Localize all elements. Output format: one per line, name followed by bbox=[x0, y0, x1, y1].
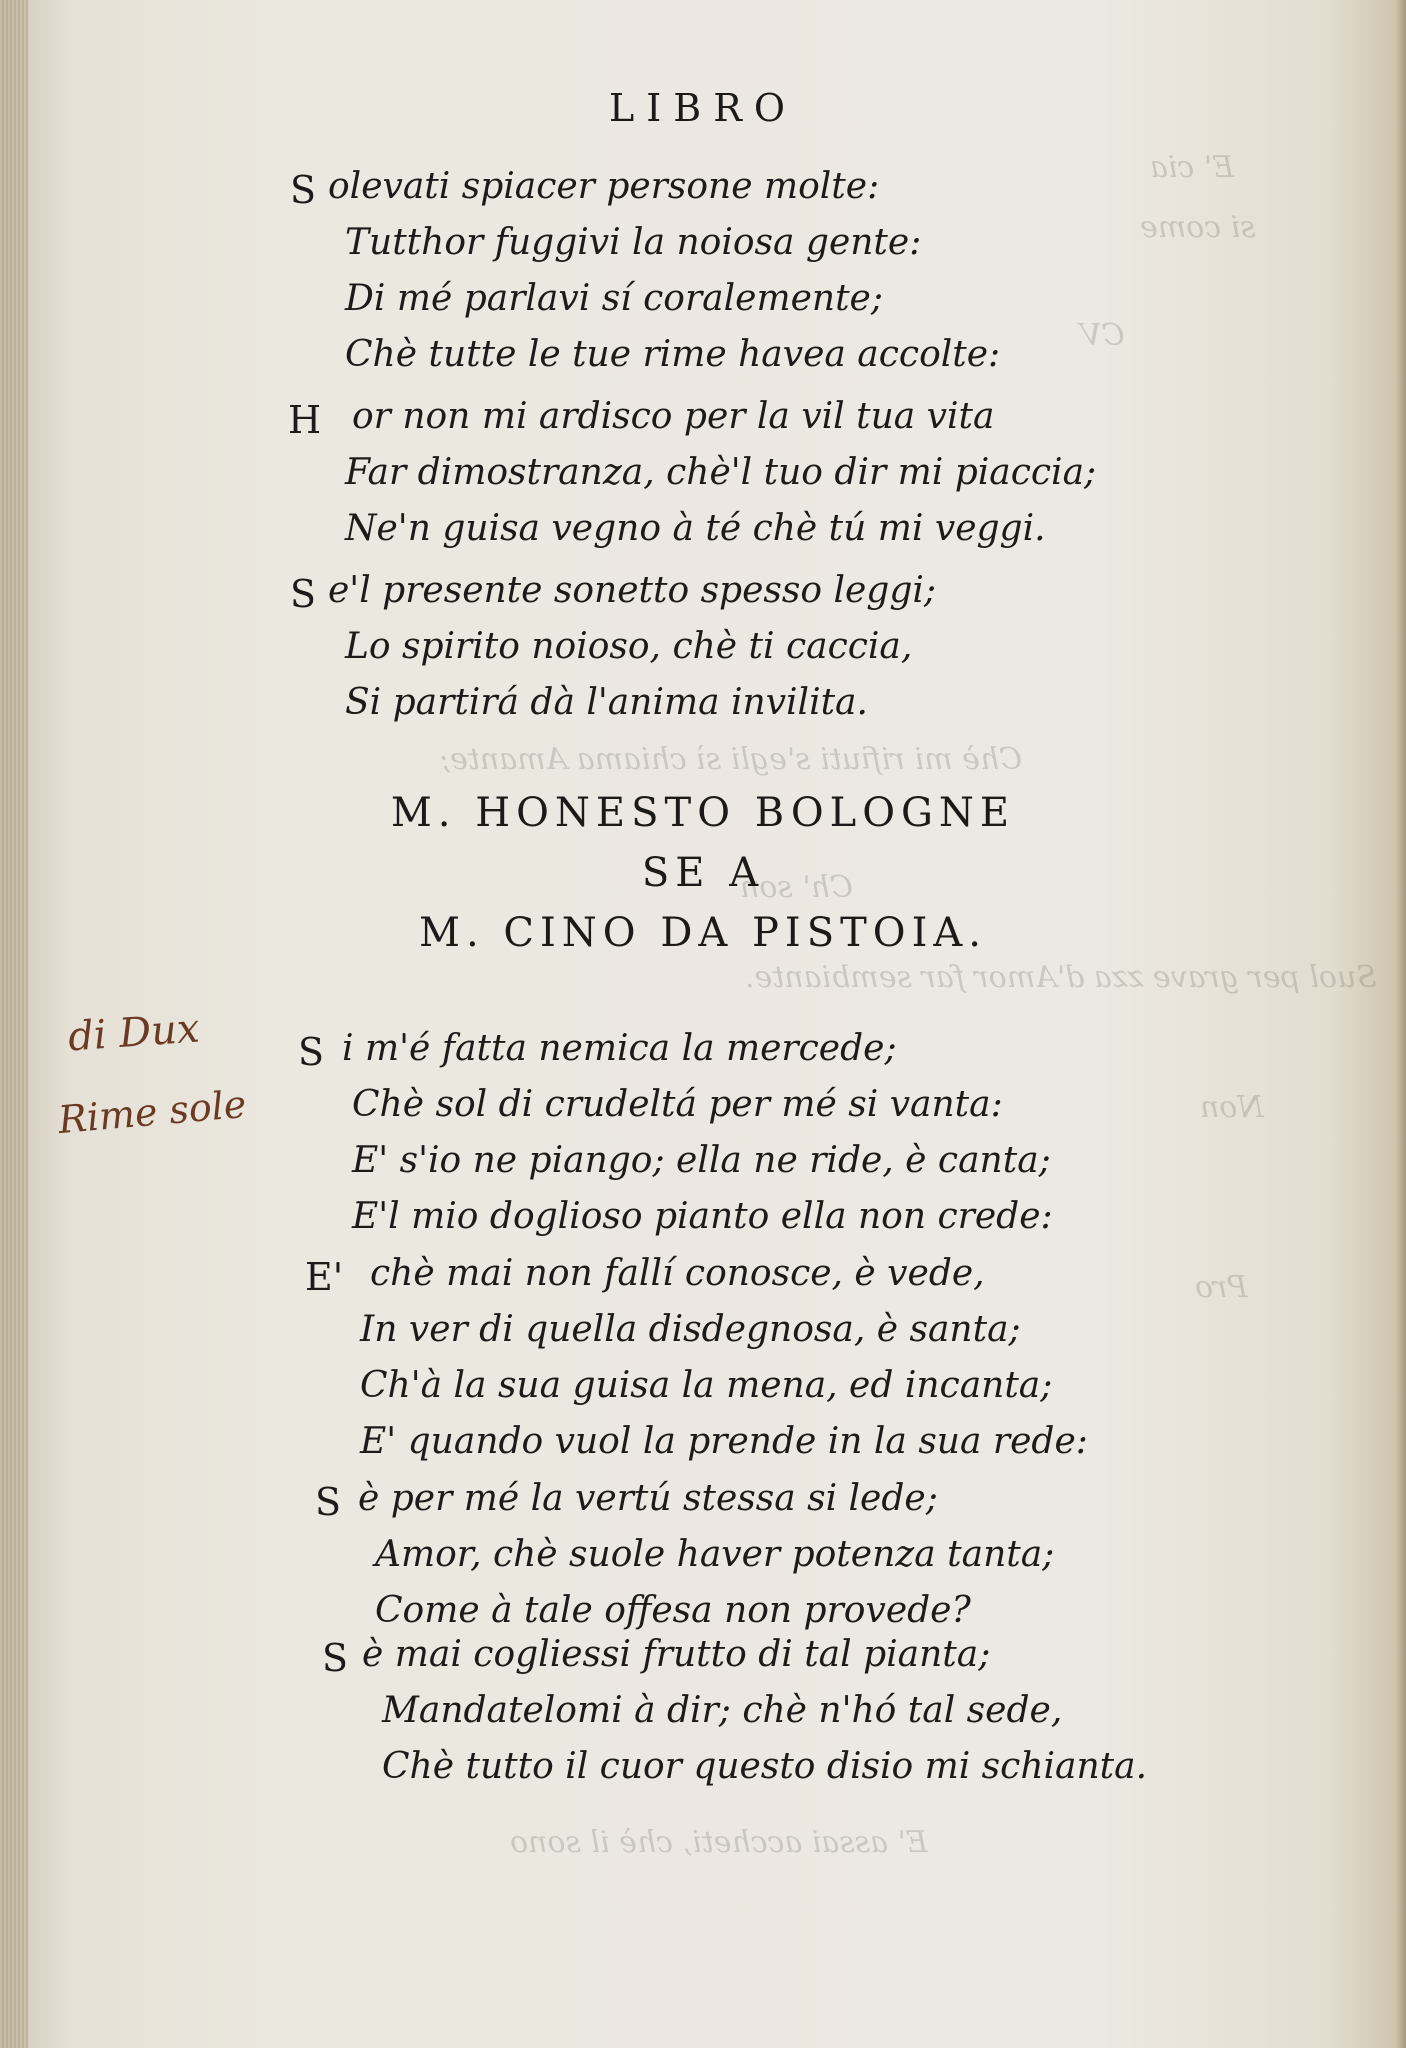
handwritten-annotation: Rime sole bbox=[56, 1081, 248, 1143]
verse-line: Lo spirito noioso, chè ti caccia, bbox=[345, 626, 913, 667]
running-header: LIBRO bbox=[609, 86, 797, 130]
verse-line: chè mai non fallí conosce, è vede, bbox=[370, 1253, 985, 1294]
verse-line: Far dimostranza, chè'l tuo dir mi piaccia; bbox=[345, 452, 1097, 493]
verse-line: Di mé parlavi sí coralemente; bbox=[345, 278, 883, 319]
verse-line: Chè sol di crudeltá per mé si vanta: bbox=[352, 1084, 1003, 1125]
verse-line: olevati spiacer persone molte: bbox=[328, 166, 880, 207]
book-page: E' cia si come CV Chè mi rifiuti s'egli sì chiama Amante; Ch' son Suol per grave zza d'Amor far sembiante. Non Pro E' assai accheti, chè il sono LIBRO S olevati spiacer persone molte: Tutthor fuggivi la noiosa gente: Di mé parlavi sí coralemente; Chè tutte le tue rime havea accolte: H or non mi ardisco per la vil tua vita Far dimostranza, chè'l tuo dir mi piaccia; Ne'n guisa vegno à té chè tú mi veggi. S e'l presente sonetto spesso leggi; Lo spirito noioso, chè ti caccia, Si partirá dà l'anima invilita. M. HONESTO BOLOGNE SE A M. CINO DA PISTOIA. S i m'é fatta nemica la mercede; Chè sol di crudeltá per mé si vanta: E' s'io ne piango; ella ne ride, è canta; E'l mio doglioso pianto ella non crede: E' chè mai non fallí conosce, è vede, In ver di quella disdegnosa, è santa; Ch'à la sua guisa la mena, ed incanta; E' quando vuol la prende in la sua rede: S è per mé la vertú stessa si lede; Amor, chè suole haver potenza tanta; Come à tale offesa non provede? S è mai cogliessi frutto di tal pianta; Mandatelomi à dir; chè n'hó tal sede, Chè tutto il cuor questo disio mi schianta. di Dux Rime sole bbox=[0, 0, 1406, 2048]
verse-line: Chè tutto il cuor questo disio mi schianta. bbox=[382, 1746, 1148, 1787]
verse-line: Chè tutte le tue rime havea accolte: bbox=[345, 334, 1001, 375]
verse-line: è mai cogliessi frutto di tal pianta; bbox=[362, 1634, 991, 1675]
verse-line: Come à tale offesa non provede? bbox=[375, 1590, 971, 1631]
stanza-initial: S bbox=[298, 1030, 325, 1074]
verse-line: Amor, chè suole haver potenza tanta; bbox=[375, 1534, 1055, 1575]
verse-line: Ch'à la sua guisa la mena, ed incanta; bbox=[360, 1365, 1053, 1406]
verse-line: E'l mio doglioso pianto ella non crede: bbox=[352, 1196, 1053, 1237]
verse-line: Mandatelomi à dir; chè n'hó tal sede, bbox=[382, 1690, 1063, 1731]
page-edge bbox=[0, 0, 28, 2048]
verse-line: è per mé la vertú stessa si lede; bbox=[358, 1478, 938, 1519]
poem-title-line: M. HONESTO BOLOGNE bbox=[390, 790, 1016, 836]
poem-title-line: M. CINO DA PISTOIA. bbox=[419, 910, 987, 956]
verse-line: Ne'n guisa vegno à té chè tú mi veggi. bbox=[345, 508, 1046, 549]
verse-line: e'l presente sonetto spesso leggi; bbox=[328, 570, 937, 611]
verse-line: i m'é fatta nemica la mercede; bbox=[342, 1028, 897, 1069]
verse-line: or non mi ardisco per la vil tua vita bbox=[352, 396, 995, 437]
stanza-initial: S bbox=[315, 1480, 342, 1524]
poem-title-line: SE A bbox=[641, 850, 765, 896]
verse-line: E' quando vuol la prende in la sua rede: bbox=[360, 1421, 1088, 1462]
verse-line: Si partirá dà l'anima invilita. bbox=[345, 682, 868, 723]
stanza-initial: E' bbox=[305, 1255, 344, 1299]
stanza-initial: S bbox=[322, 1636, 349, 1680]
handwritten-annotation: di Dux bbox=[66, 1005, 201, 1061]
verse-line: In ver di quella disdegnosa, è santa; bbox=[360, 1309, 1021, 1350]
stanza-initial: H bbox=[288, 398, 322, 442]
stanza-initial: S bbox=[290, 168, 317, 212]
stanza-initial: S bbox=[290, 572, 317, 616]
verse-line: Tutthor fuggivi la noiosa gente: bbox=[345, 222, 922, 263]
verse-line: E' s'io ne piango; ella ne ride, è canta; bbox=[352, 1140, 1051, 1181]
